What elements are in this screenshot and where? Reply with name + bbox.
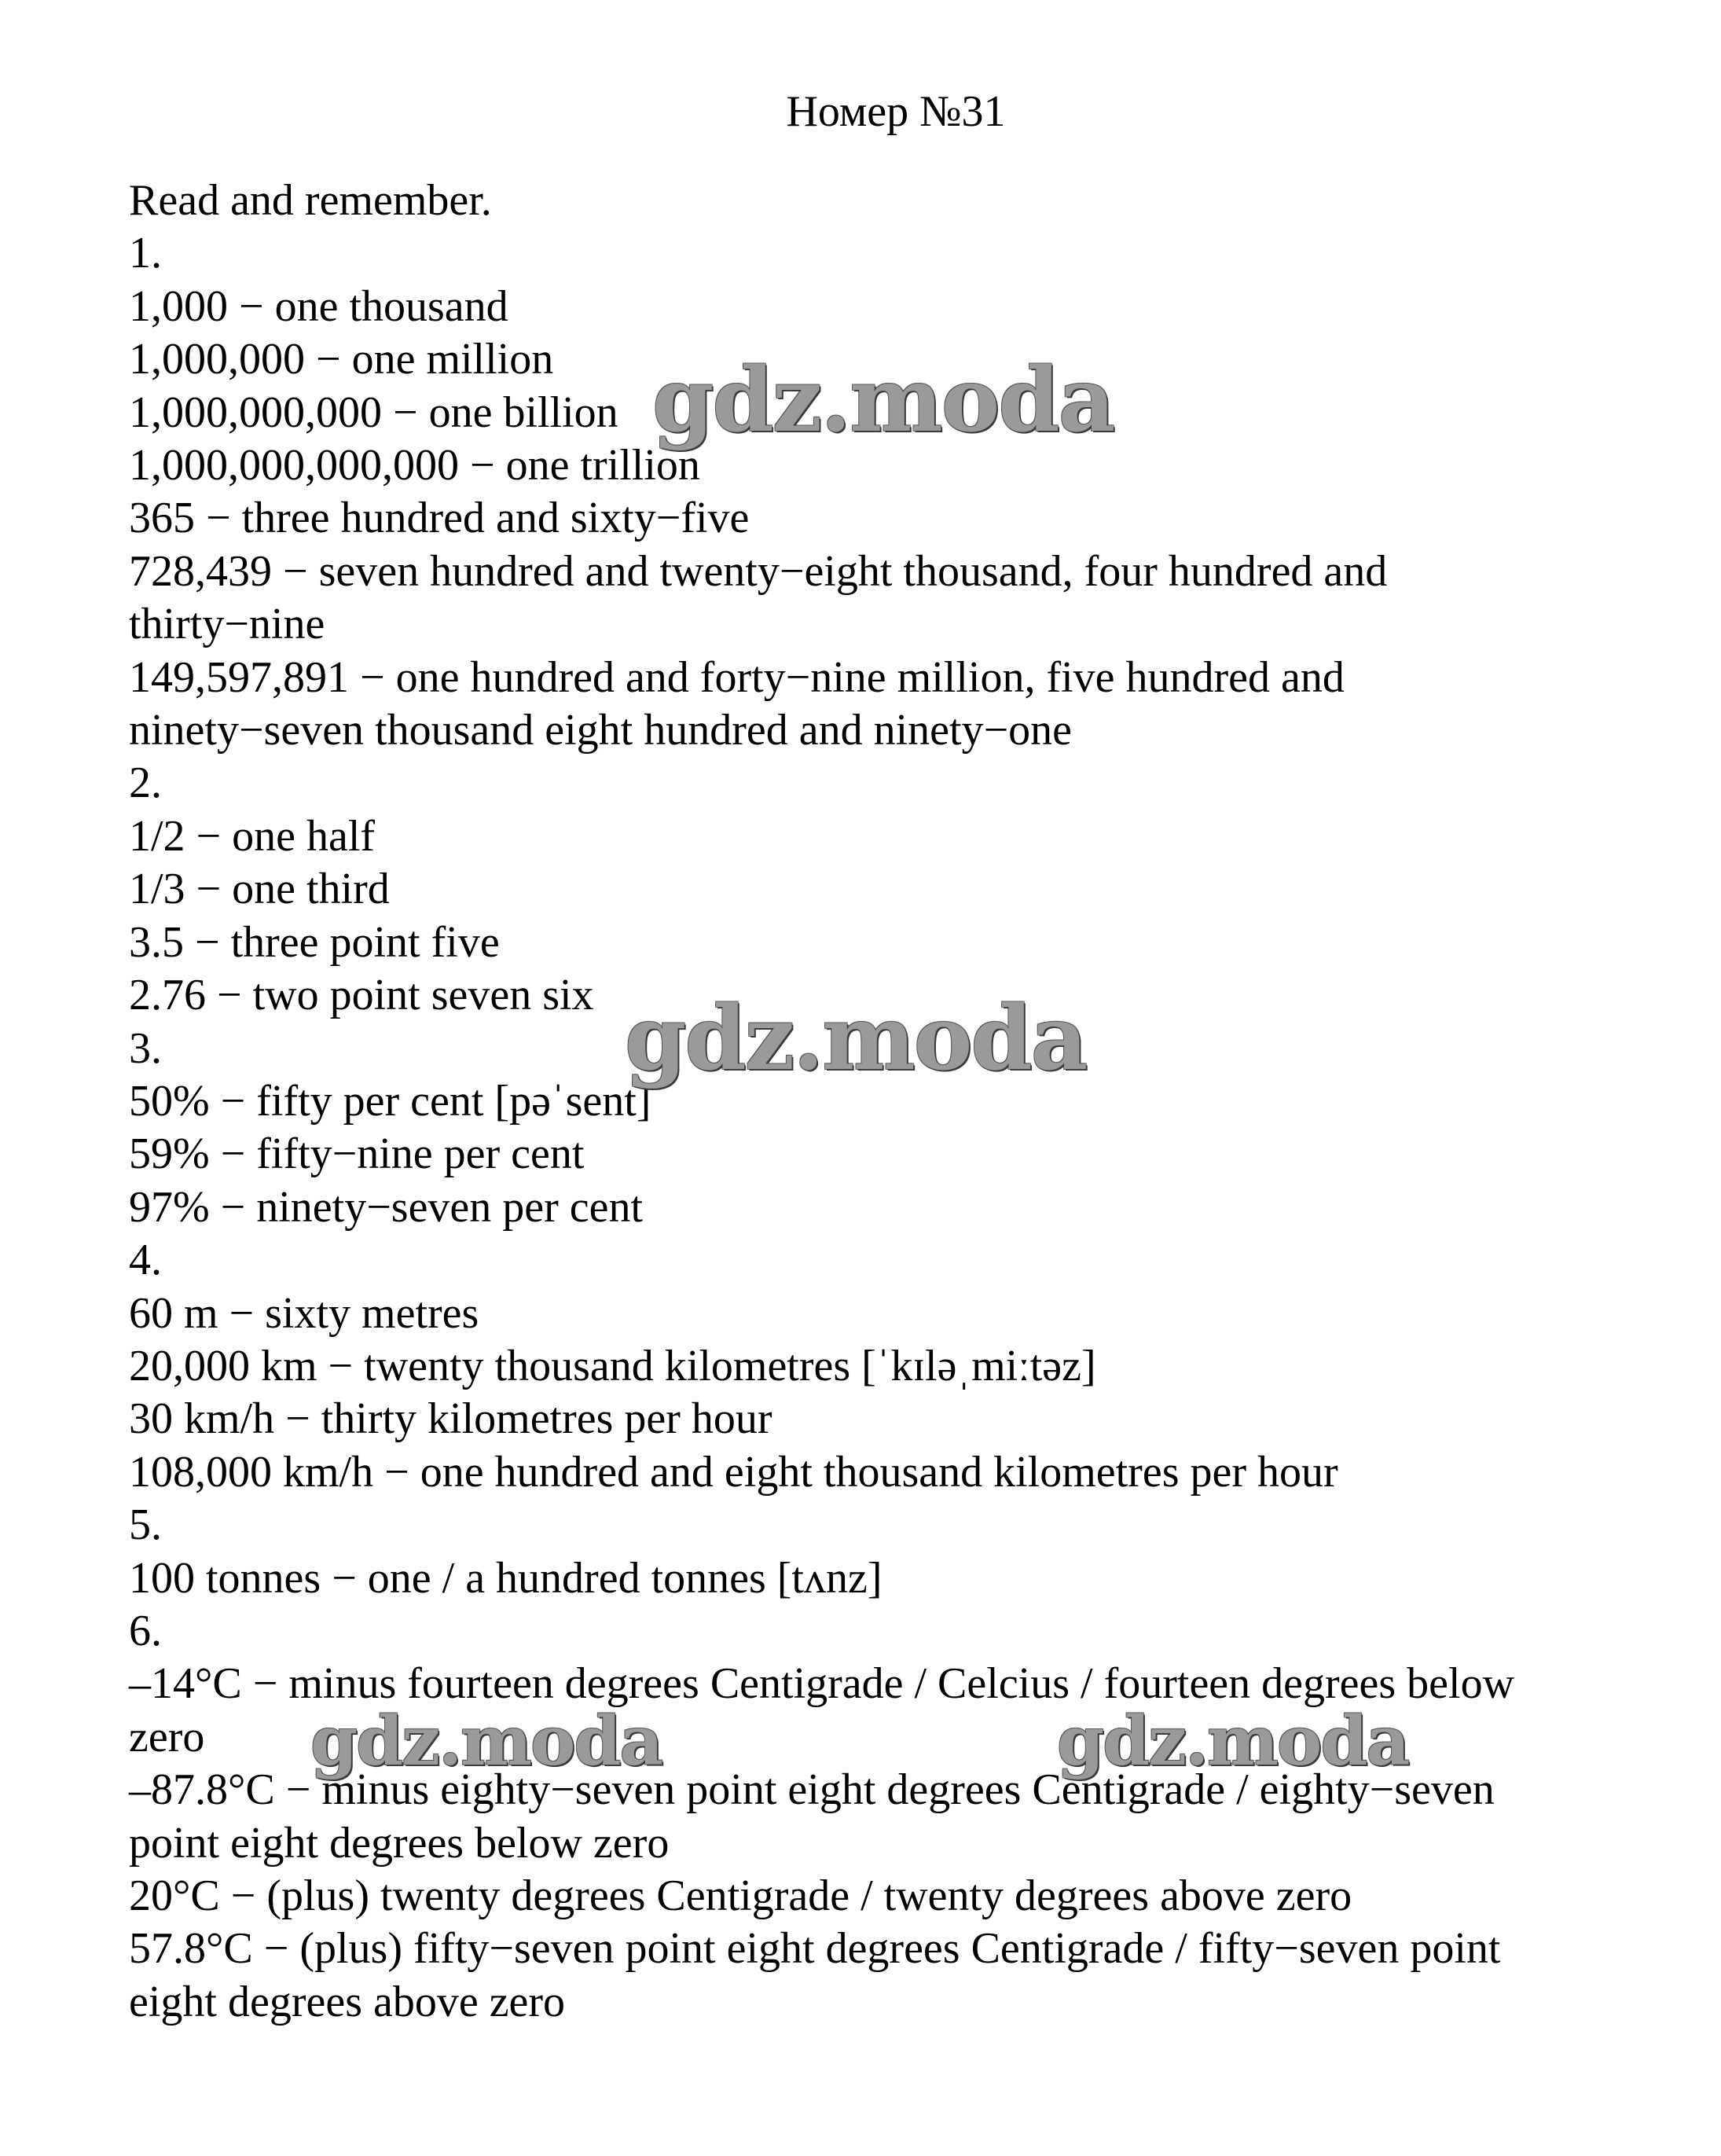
page-title: Номер №31 bbox=[786, 87, 1006, 136]
instruction: Read and remember. bbox=[129, 176, 492, 225]
section-number: 2. bbox=[129, 758, 162, 808]
list-item: 20,000 km − twenty thousand kilometres [ˈkɪləˌmiːtəz] bbox=[129, 1341, 1096, 1390]
list-item: 1,000,000,000,000 − one trillion bbox=[129, 441, 700, 490]
list-item: thirty−nine bbox=[129, 600, 325, 649]
section-5 bbox=[129, 1499, 1685, 1605]
list-item: 2.76 − two point seven six bbox=[129, 971, 594, 1020]
list-item: 1,000 − one thousand bbox=[129, 281, 508, 331]
list-item: 1,000,000,000 − one billion bbox=[129, 387, 618, 437]
watermark: gdz.moda bbox=[1057, 1702, 1409, 1781]
list-item: 1/2 − one half bbox=[129, 811, 376, 861]
list-item: 100 tonnes − one / a hundred tonnes [tʌnz] bbox=[129, 1553, 883, 1603]
watermark: gdz.moda bbox=[625, 987, 1087, 1090]
list-item: –14°C − minus fourteen degrees Centigrade / Celcius / fourteen degrees below bbox=[129, 1659, 1515, 1709]
watermark: gdz.moda bbox=[310, 1702, 662, 1781]
list-item: ninety−seven thousand eight hundred and ninety−one bbox=[129, 706, 1073, 755]
section-2 bbox=[129, 757, 1685, 1022]
watermark: gdz.moda bbox=[652, 349, 1114, 452]
list-item: 365 − three hundred and sixty−five bbox=[129, 494, 750, 543]
section-6 bbox=[129, 1605, 1685, 2029]
section-number: 6. bbox=[129, 1606, 162, 1655]
list-item: 20°C − (plus) twenty degrees Centigrade / twenty degrees above zero bbox=[129, 1871, 1352, 1920]
list-item: 57.8°C − (plus) fifty−seven point eight degrees Centigrade / fifty−seven point bbox=[129, 1924, 1501, 1974]
list-item: 728,439 − seven hundred and twenty−eight thousand, four hundred and bbox=[129, 546, 1388, 596]
list-item: 1/3 − one third bbox=[129, 865, 390, 914]
section-number: 3. bbox=[129, 1023, 162, 1073]
list-item: eight degrees above zero bbox=[129, 1977, 566, 2026]
list-item: 60 m − sixty metres bbox=[129, 1288, 479, 1338]
list-item: 50% − fifty per cent [pəˈsent] bbox=[129, 1076, 651, 1126]
list-item: 108,000 km/h − one hundred and eight thousand kilometres per hour bbox=[129, 1447, 1338, 1497]
section-number: 1. bbox=[129, 229, 162, 278]
list-item: 149,597,891 − one hundred and forty−nine million, five hundred and bbox=[129, 652, 1345, 702]
list-item: 3.5 − three point five bbox=[129, 917, 500, 967]
list-item: point eight degrees below zero bbox=[129, 1818, 670, 1868]
list-item: 30 km/h − thirty kilometres per hour bbox=[129, 1394, 772, 1444]
list-item: –87.8°C − minus eighty−seven point eight degrees Centigrade / eighty−seven bbox=[129, 1765, 1495, 1815]
section-1 bbox=[129, 227, 1685, 757]
section-number: 4. bbox=[129, 1236, 162, 1285]
list-item: zero bbox=[129, 1712, 205, 1761]
section-number: 5. bbox=[129, 1500, 162, 1550]
list-item: 97% − ninety−seven per cent bbox=[129, 1182, 644, 1232]
list-item: 1,000,000 − one million bbox=[129, 335, 554, 384]
list-item: 59% − fifty−nine per cent bbox=[129, 1129, 585, 1179]
section-4 bbox=[129, 1234, 1685, 1499]
